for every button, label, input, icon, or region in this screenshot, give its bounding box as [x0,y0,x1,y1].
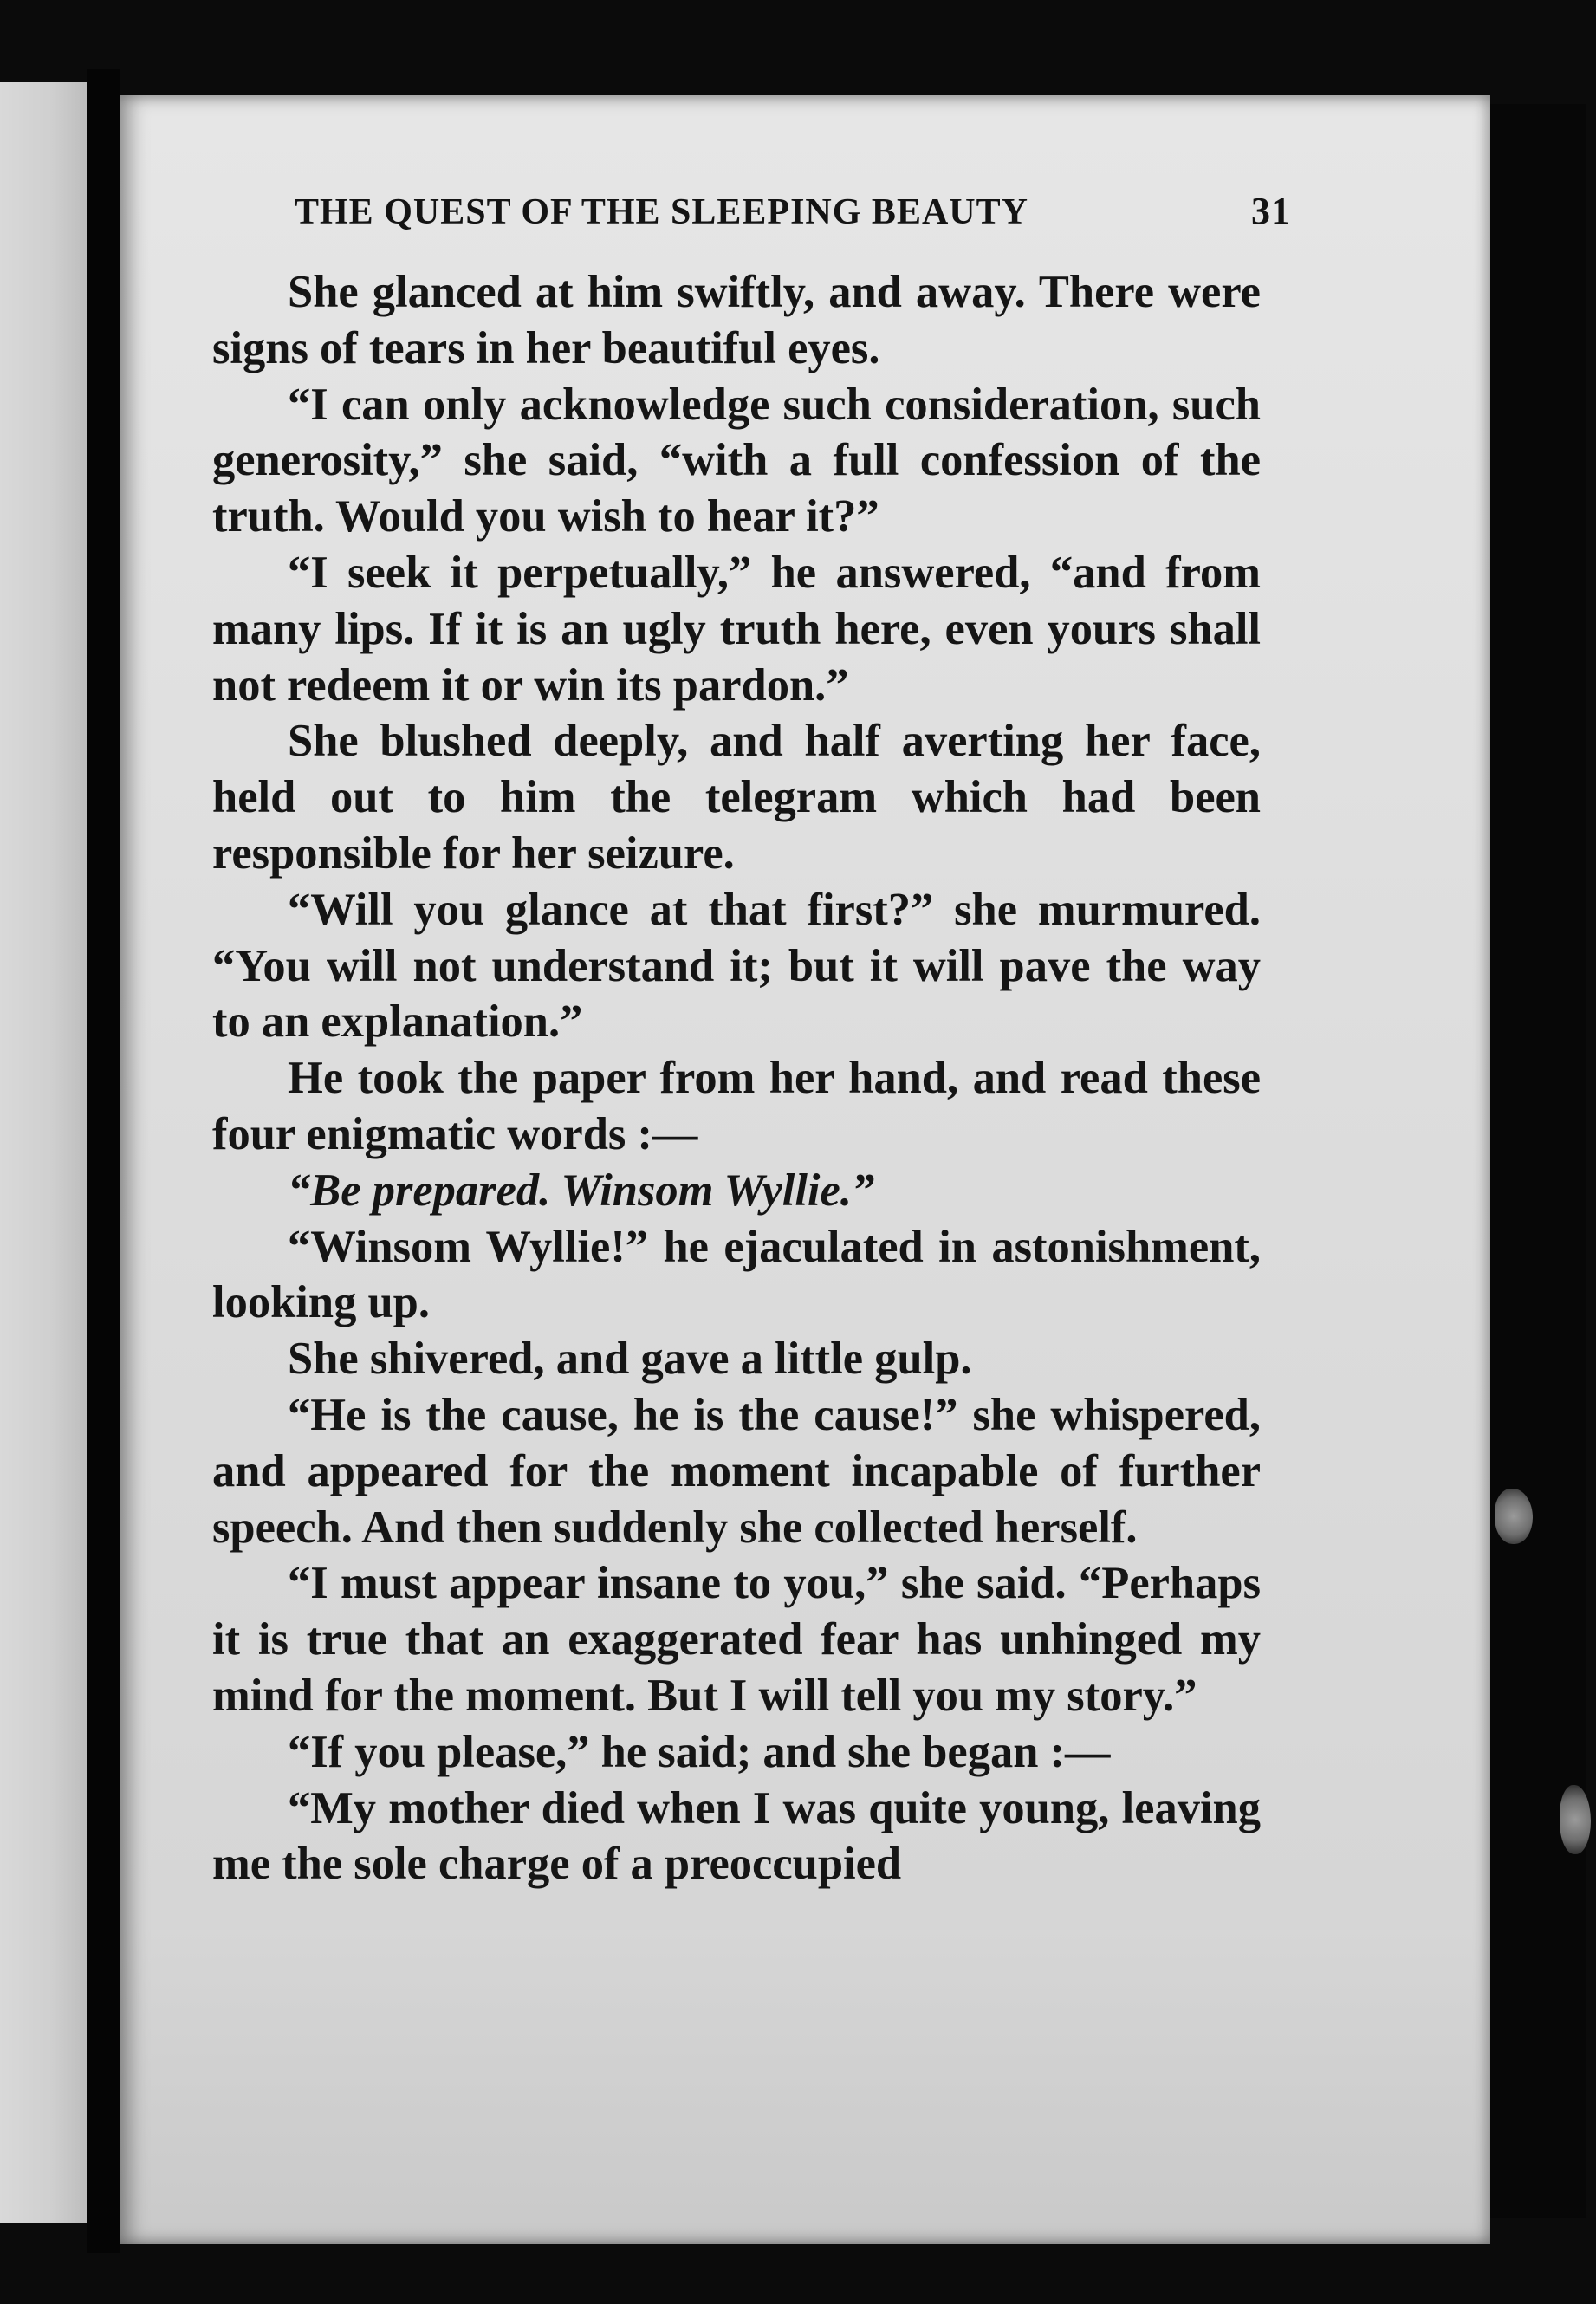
paragraph: “I seek it perpetually,” he answered, “and from many lips. If it is an ugly truth here, even yours shall not redeem it or win its pardon.” [212,547,1261,711]
paragraph: “Winsom Wyllie!” he ejaculated in astonishment, looking up. [212,1221,1261,1328]
paragraph: “If you please,” he said; and she began :— [288,1726,1111,1777]
paragraph: She shivered, and gave a little gulp. [288,1334,972,1385]
paragraph: “I can only acknowledge such consideration, such generosity,” she said, “with a full confession of the truth. Would you wish to hear it?” [212,379,1261,542]
paragraph: She glanced at him swiftly, and away. There were signs of tears in her beautiful eyes. [212,267,1261,373]
scan-border [1490,104,1586,2218]
paragraph: “I must appear insane to you,” she said. “Perhaps it is true that an exaggerated fear has unhinged my mind for the moment. But I will tell you my story.” [212,1558,1261,1721]
paragraph: “My mother died when I was quite young, leaving me the sole charge of a preoccupied [212,1782,1261,1890]
running-title: THE QUEST OF THE SLEEPING BEAUTY [295,192,1028,232]
book-gutter [87,69,120,2253]
paragraph: “Will you glance at that first?” she murmured. “You will not understand it; but it will pave the way to an explanation.” [212,884,1261,1048]
page-number: 31 [1251,190,1291,232]
running-head [295,189,1291,233]
paragraph: “He is the cause, he is the cause!” she whispered, and appeared for the moment incapable of further speech. And then suddenly she collected herself. [212,1389,1261,1553]
scan-smudge [1495,1489,1533,1544]
adjacent-page-edge [0,82,87,2223]
paragraph: He took the paper from her hand, and read these four enigmatic words :— [212,1053,1261,1159]
page-body [212,264,1261,1892]
scan-smudge [1560,1785,1591,1854]
paragraph: She blushed deeply, and half averting her face, held out to him the telegram which had been responsible for her seizure. [212,716,1261,879]
telegram-text: “Be prepared. Winsom Wyllie.” [288,1165,875,1216]
